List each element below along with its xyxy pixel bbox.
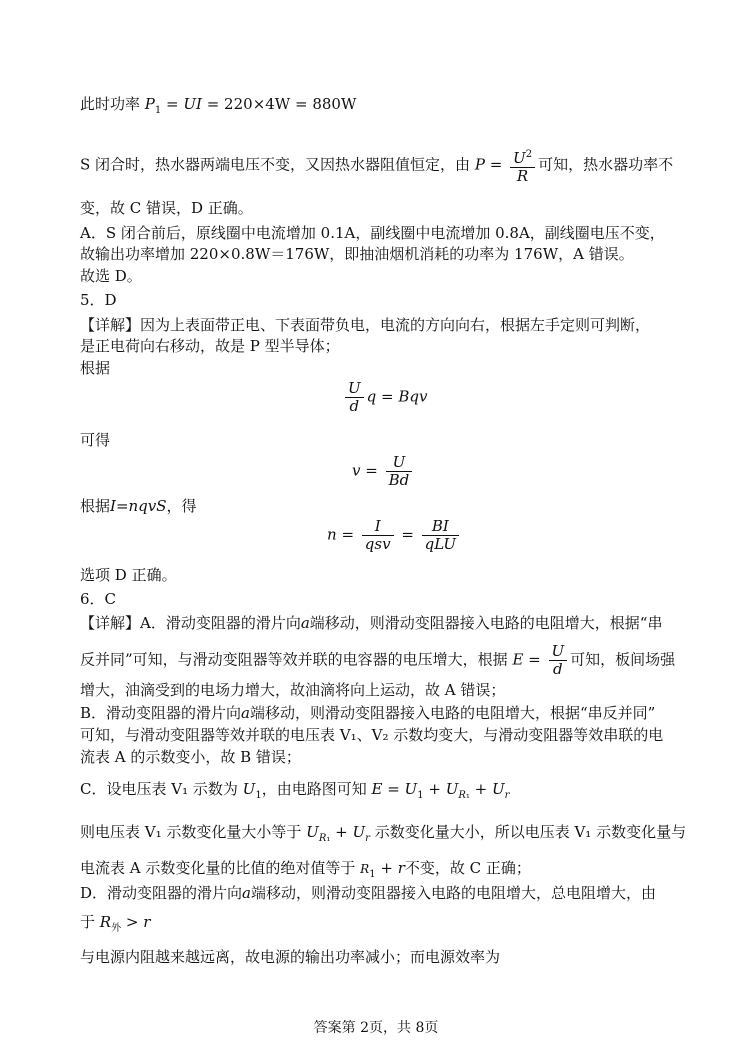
text-line: 是正电荷向右移动，故是 P 型半导体； [80,337,340,355]
text-line: 根据I=nqvS，得 [80,497,197,515]
text-line: 故输出功率增加 220×0.8W＝176W，即抽油烟机消耗的功率为 176W，A 错误。 [80,245,634,263]
power-formula: $\frac{U^2}{R}$ [510,146,535,185]
closed-switch-line: S 闭合时，热水器两端电压不变，又因热水器阻值恒定，由 P = $\frac{U^2}{R}$ 可知，热水器功率不 [80,146,673,185]
text-line: 流表 A 的示数变小，故 B 错误； [80,748,301,766]
text-line: 可知，与滑动变阻器等效并联的电压表 V₁、V₂ 示数均变大，与滑动变阻器等效串联的电 [80,726,664,744]
page-footer: 答案第 2页，共 8页 [313,1020,439,1036]
text-line: 选项 D 正确。 [80,566,177,584]
text-line: A．S 闭合前后，原线圈中电流增加 0.1A，副线圈中电流增加 0.8A，副线圈电压不变， [80,224,665,242]
text-line: 增大，油滴受到的电场力增大，故油滴将向上运动，故 A 错误； [80,681,506,699]
text-line: 反并同”可知，与滑动变阻器等效并联的电容器的电压增大，根据 E = $\frac{U}{d}$ 可知，板间场强 [80,642,676,678]
text-line: 根据 [80,359,111,377]
question-number: 6．C [80,590,117,608]
text-line: C．设电压表 V₁ 示数为 $U_1$，由电路图可知 $E = U_1 + U_{R_1} + U_r$ [80,780,510,801]
text-line: 【详解】A．滑动变阻器的滑片向a端移动，则滑动变阻器接入电路的电阻增大，根据“串 [80,614,663,632]
text-line: B．滑动变阻器的滑片向a端移动，则滑动变阻器接入电路的电阻增大，根据“串反并同” [80,704,656,722]
equation-force-balance: $\frac{U}{d}$ q = Bqv [342,380,427,415]
text-line: 则电压表 V₁ 示数变化量大小等于 $U_{R_1} + U_r$ 示数变化量大小，所以电压表 V₁ 示数变化量与 [80,823,687,844]
equation-carrier-density: n = $\frac{I}{\text{qsv}}$ = $\frac{BI}{\text{qLU}}$ [327,518,462,553]
text-line: 故选 D。 [80,267,142,285]
text-line: 可得 [80,431,111,449]
text-line: 与电源内阻越来越远离，故电源的输出功率减小；而电源效率为 [80,948,501,966]
text-line: D．滑动变阻器的滑片向a端移动，则滑动变阻器接入电路的电阻增大，总电阻增大，由 [80,884,656,902]
text-line: 变，故 C 错误，D 正确。 [80,199,253,217]
text-line: 电流表 A 示数变化量的比值的绝对值等于 $R_1 + r$不变，故 C 正确； [80,859,531,880]
text-line: 于 $R_外 > r$ [80,913,151,934]
question-number: 5．D [80,291,117,309]
equation-velocity: v = $\frac{U}{Bd}$ [352,454,415,489]
power-line: 此时功率 $P_1$ = UI = 220×4W = 880W [80,95,357,116]
text-line: 【详解】因为上表面带正电、下表面带负电，电流的方向向右，根据左手定则可判断， [80,316,651,334]
